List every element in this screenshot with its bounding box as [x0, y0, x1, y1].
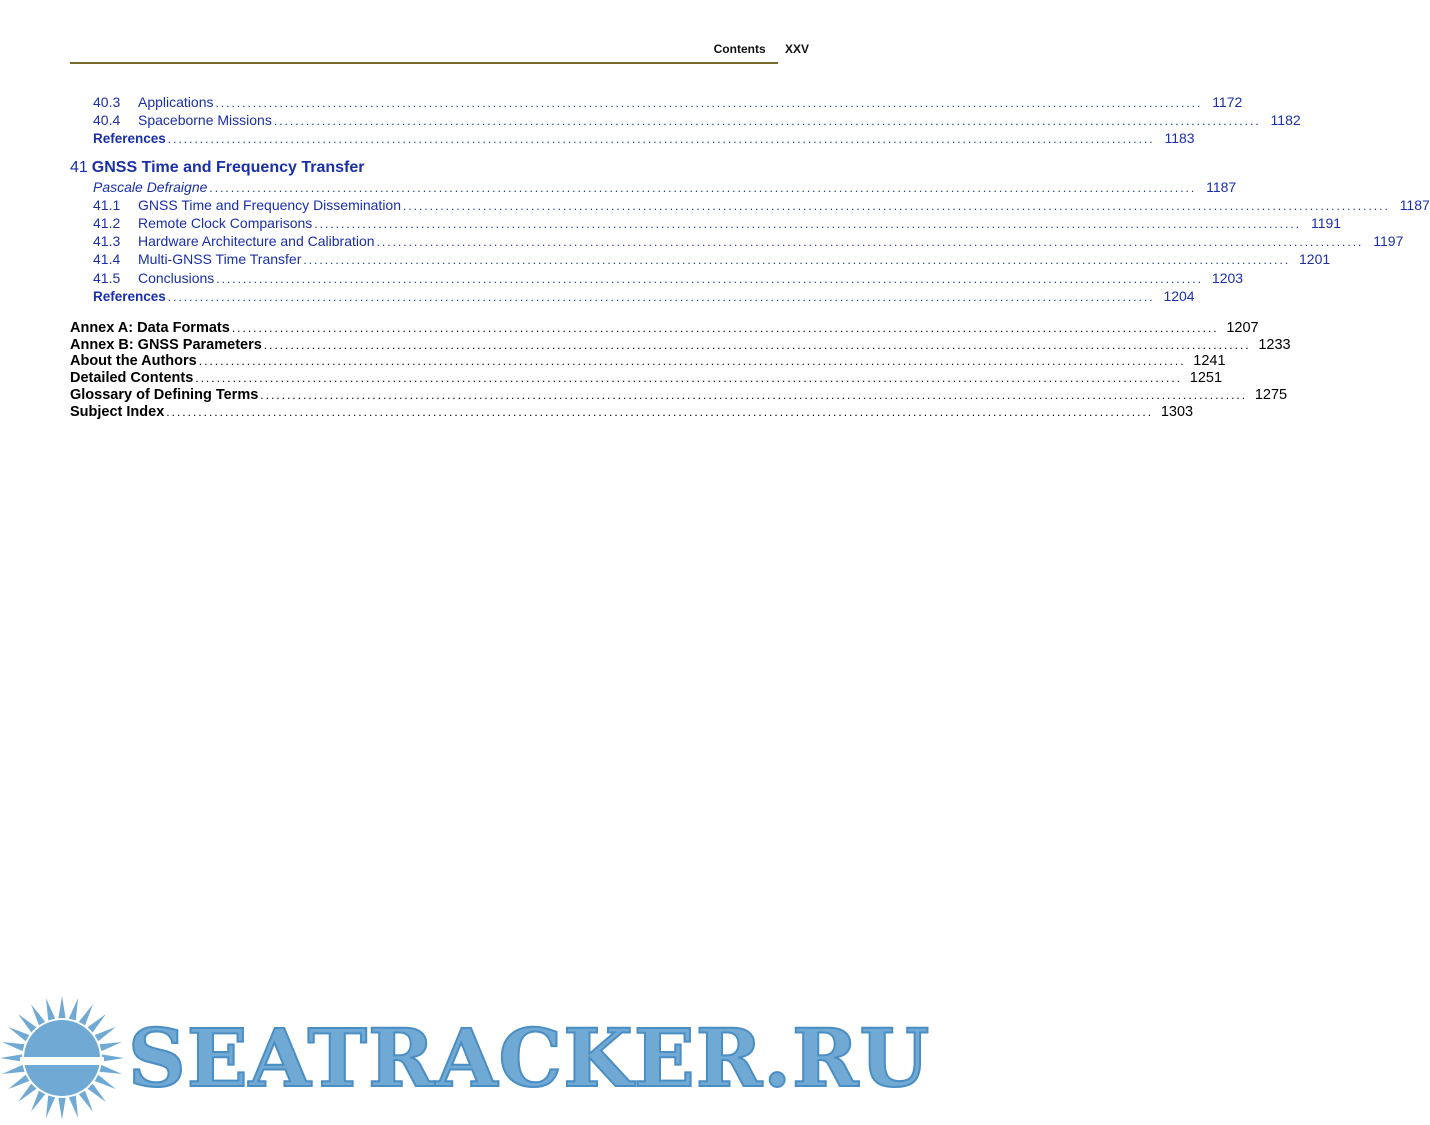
- dot-leader: [303, 251, 1290, 269]
- entry-title: Conclusions: [138, 269, 215, 286]
- toc-entry-41-2[interactable]: [70, 214, 1342, 232]
- dot-leader: [377, 233, 1364, 251]
- dot-leader: [274, 112, 1261, 130]
- toc-entry-41-5[interactable]: [70, 269, 1244, 287]
- dot-leader: [195, 370, 1182, 387]
- running-header: [70, 40, 809, 64]
- header-text: [714, 42, 809, 56]
- dot-leader: [264, 337, 1251, 354]
- entry-title: Multi-GNSS Time Transfer: [138, 251, 302, 268]
- entry-title: Spaceborne Missions: [138, 112, 272, 129]
- toc-entry-ch41-author[interactable]: [70, 178, 1237, 196]
- entry-page: 1275: [1254, 387, 1288, 404]
- entry-title: About the Authors: [70, 353, 197, 370]
- entry-number: 41.2: [93, 214, 121, 231]
- toc-entry-annex-a[interactable]: [70, 319, 1259, 337]
- chapter-number: 41: [70, 158, 88, 176]
- entry-page: 1197: [1373, 233, 1404, 250]
- toc-entry-detailed-contents[interactable]: [70, 370, 1223, 387]
- toc-entry-40-3[interactable]: [70, 93, 1243, 111]
- dot-leader: [232, 320, 1219, 337]
- toc-entry-40-4[interactable]: [70, 111, 1301, 129]
- entry-page: 1207: [1226, 319, 1259, 336]
- entry-title: Detailed Contents: [70, 370, 194, 387]
- toc-entry-41-4[interactable]: [70, 250, 1331, 268]
- entry-page: 1204: [1163, 287, 1195, 304]
- dot-leader: [403, 197, 1390, 215]
- watermark-text: SEATRACKER.RU: [128, 1011, 931, 1105]
- entry-page: 1187: [1206, 178, 1237, 195]
- entry-number: 41.5: [93, 269, 121, 286]
- entry-page: 1251: [1189, 370, 1223, 387]
- header-section-label: Contents: [713, 42, 766, 56]
- author-name: Pascale Defraigne: [93, 178, 208, 195]
- dot-leader: [216, 270, 1203, 288]
- entry-title: Annex A: Data Formats: [70, 319, 230, 336]
- section-gap: [70, 305, 613, 320]
- entry-page: 1241: [1193, 353, 1226, 370]
- dot-leader: [216, 94, 1203, 112]
- entry-page: 1303: [1160, 403, 1194, 420]
- entry-title: References: [93, 288, 166, 304]
- toc-entry-glossary[interactable]: [70, 387, 1288, 404]
- entry-page: 1183: [1164, 130, 1195, 147]
- entry-number: 40.3: [93, 94, 121, 110]
- toc-entry-ch41-references[interactable]: [70, 287, 1195, 305]
- toc-entry-41-3[interactable]: [70, 232, 1404, 250]
- entry-number: 41.1: [93, 196, 121, 213]
- entry-number: 40.4: [93, 112, 121, 129]
- toc-entry-ch40-references[interactable]: [70, 129, 1195, 147]
- entry-title: GNSS Time and Frequency Dissemination: [138, 196, 401, 213]
- toc-entry-annex-b[interactable]: [70, 336, 1291, 354]
- dot-leader: [314, 215, 1301, 233]
- dot-leader: [209, 179, 1196, 197]
- entry-title: Remote Clock Comparisons: [138, 214, 313, 231]
- entry-title: References: [93, 131, 166, 147]
- dot-leader: [168, 130, 1155, 148]
- table-of-contents: [70, 93, 1430, 421]
- header-page-number: XXV: [784, 42, 809, 56]
- entry-page: 1182: [1270, 112, 1301, 129]
- entry-title: Hardware Architecture and Calibration: [138, 233, 375, 250]
- entry-title: Applications: [138, 94, 214, 110]
- dot-leader: [166, 404, 1153, 421]
- chapter-title: GNSS Time and Frequency Transfer: [91, 158, 365, 176]
- entry-page: 1191: [1310, 214, 1342, 231]
- toc-entry-about-authors[interactable]: [70, 353, 1226, 370]
- entry-number: 41.3: [93, 233, 121, 250]
- entry-page: 1172: [1212, 94, 1243, 110]
- entry-title: Annex B: GNSS Parameters: [70, 336, 262, 353]
- entry-page: 1201: [1299, 251, 1331, 268]
- entry-page: 1203: [1211, 269, 1244, 286]
- dot-leader: [260, 387, 1247, 404]
- entry-page: 1233: [1258, 336, 1291, 353]
- dot-leader: [168, 288, 1155, 306]
- toc-entry-41-1[interactable]: [70, 196, 1430, 214]
- entry-page: 1187: [1399, 196, 1430, 213]
- entry-title: Glossary of Defining Terms: [70, 387, 259, 404]
- dot-leader: [199, 353, 1186, 370]
- chapter-41-heading[interactable]: [70, 158, 613, 178]
- toc-entry-subject-index[interactable]: [70, 403, 1194, 421]
- entry-number: 41.4: [93, 251, 121, 268]
- entry-title: Subject Index: [70, 403, 165, 420]
- sun-icon: [0, 995, 130, 1120]
